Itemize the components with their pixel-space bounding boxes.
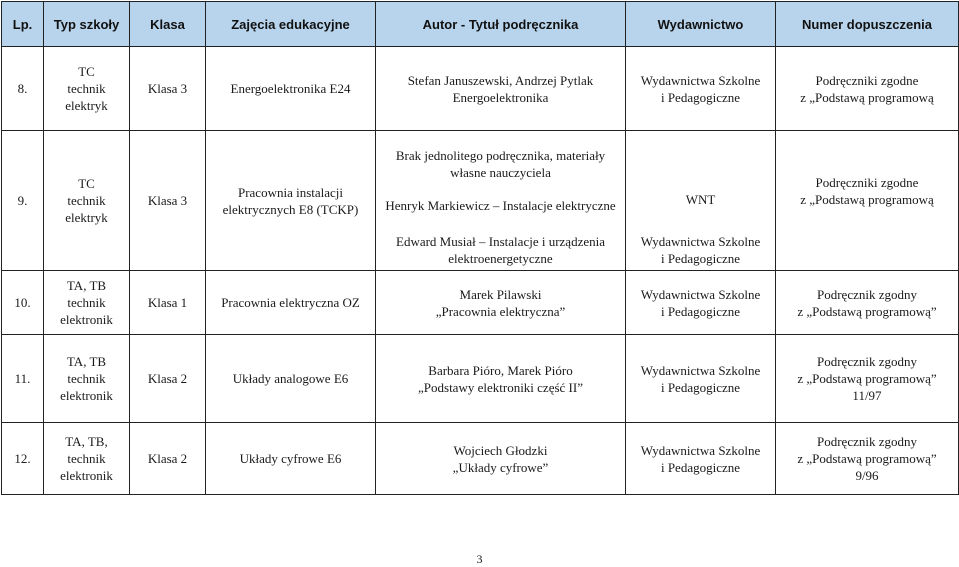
typ-line: TA, TB [66, 278, 107, 293]
numer-line: z „Podstawą programową” [797, 371, 937, 386]
typ-line: TA, TB [66, 354, 107, 369]
typ-line: technik [67, 193, 106, 208]
wydawnictwo-line: Wydawnictwa Szkolne [640, 234, 761, 250]
cell-lp: 9. [2, 131, 44, 271]
wydawnictwo-line: WNT [685, 192, 716, 208]
cell-numer [776, 335, 959, 423]
cell-klasa: Klasa 3 [130, 131, 206, 271]
numer-line: Podręcznik zgodny [816, 434, 917, 449]
cell-typ [44, 131, 130, 271]
cell-klasa: Klasa 1 [130, 271, 206, 335]
typ-line: elektronik [60, 388, 113, 403]
cell-autor [376, 271, 626, 335]
autor-line: Barbara Pióro, Marek Pióro [428, 362, 573, 378]
cell-zajecia [206, 335, 376, 423]
header-typ-szkoly: Typ szkoły [44, 2, 130, 47]
typ-line: elektryk [65, 210, 108, 225]
wydawnictwo-line: Wydawnictwa Szkolne [640, 442, 761, 458]
typ-line: technik [67, 451, 106, 466]
header-klasa: Klasa [130, 2, 206, 47]
table-row [2, 335, 959, 423]
cell-klasa: Klasa 2 [130, 335, 206, 423]
cell-numer [776, 271, 959, 335]
cell-autor [376, 231, 626, 271]
cell-zajecia [206, 131, 376, 271]
cell-numer [776, 131, 959, 271]
wydawnictwo-line: i Pedagogiczne [660, 89, 741, 105]
wydawnictwo-line: Wydawnictwa Szkolne [640, 286, 761, 302]
numer-line: Podręczniki zgodne [815, 175, 919, 190]
typ-line: technik [67, 371, 106, 386]
cell-autor [376, 335, 626, 423]
table-row [2, 131, 959, 231]
numer-line: 11/97 [852, 388, 882, 403]
autor-line: własne nauczyciela [450, 165, 551, 181]
textbook-table [1, 1, 959, 495]
cell-typ [44, 47, 130, 131]
typ-line: TC [78, 64, 95, 79]
autor-line: Wojciech Głodzki [453, 442, 548, 458]
autor-line: Energoelektronika [452, 89, 549, 105]
cell-klasa: Klasa 3 [130, 47, 206, 131]
zajecia-line: Układy cyfrowe E6 [239, 451, 342, 466]
wydawnictwo-line: Wydawnictwa Szkolne [640, 72, 761, 88]
numer-line: z „Podstawą programową” [797, 451, 937, 466]
cell-typ [44, 271, 130, 335]
autor-line: Marek Pilawski [459, 286, 542, 302]
zajecia-line: Układy analogowe E6 [232, 371, 349, 386]
cell-klasa: Klasa 2 [130, 423, 206, 495]
typ-line: TA, TB, [65, 434, 108, 449]
typ-line: technik [67, 295, 106, 310]
cell-zajecia [206, 47, 376, 131]
zajecia-line: elektrycznych E8 (TCKP) [222, 201, 359, 217]
cell-autor [376, 131, 626, 231]
cell-numer [776, 47, 959, 131]
table-row [2, 423, 959, 495]
cell-zajecia [206, 423, 376, 495]
cell-wydawnictwo [626, 47, 776, 131]
zajecia-line: Pracownia elektryczna OZ [221, 295, 360, 310]
numer-line: Podręcznik zgodny [816, 354, 917, 369]
zajecia-line: Energoelektronika E24 [230, 81, 351, 96]
page-number: 3 [476, 552, 483, 566]
numer-line: Podręcznik zgodny [816, 286, 917, 302]
typ-line: elektronik [60, 468, 113, 483]
wydawnictwo-line: i Pedagogiczne [660, 459, 741, 475]
typ-line: TC [78, 176, 95, 191]
wydawnictwo-line: i Pedagogiczne [660, 251, 741, 267]
cell-autor [376, 47, 626, 131]
autor-line: „Podstawy elektroniki część II” [418, 379, 583, 395]
header-autor: Autor - Tytuł podręcznika [376, 2, 626, 47]
cell-typ [44, 423, 130, 495]
autor-line: „Pracownia elektryczna” [435, 303, 566, 319]
table-row [2, 47, 959, 131]
cell-lp: 10. [2, 271, 44, 335]
autor-line: Edward Musiał – Instalacje i urządzenia [396, 234, 605, 250]
wydawnictwo-line: i Pedagogiczne [660, 303, 741, 319]
typ-line: elektronik [60, 312, 113, 327]
autor-line: „Układy cyfrowe” [452, 459, 549, 475]
cell-lp: 11. [2, 335, 44, 423]
autor-line: Brak jednolitego podręcznika, materiały [395, 148, 606, 164]
table-row [2, 271, 959, 335]
cell-wydawnictwo [626, 131, 776, 231]
autor-line: Stefan Januszewski, Andrzej Pytlak [407, 72, 594, 88]
typ-line: elektryk [65, 98, 108, 113]
wydawnictwo-line: i Pedagogiczne [660, 379, 741, 395]
cell-typ [44, 335, 130, 423]
numer-line: z „Podstawą programową” [797, 303, 937, 319]
cell-lp: 12. [2, 423, 44, 495]
cell-zajecia [206, 271, 376, 335]
zajecia-line: Pracownia instalacji [237, 184, 344, 200]
autor-line: elektroenergetyczne [448, 251, 553, 267]
header-row [2, 2, 959, 47]
header-zajecia: Zajęcia edukacyjne [206, 2, 376, 47]
typ-line: technik [67, 81, 106, 96]
cell-lp: 8. [2, 47, 44, 131]
numer-line: z „Podstawą programową [800, 192, 934, 207]
cell-numer [776, 423, 959, 495]
cell-wydawnictwo [626, 271, 776, 335]
cell-wydawnictwo [626, 423, 776, 495]
header-numer: Numer dopuszczenia [776, 2, 959, 47]
header-wydawnictwo: Wydawnictwo [626, 2, 776, 47]
header-lp: Lp. [2, 2, 44, 47]
cell-autor [376, 423, 626, 495]
numer-line: 9/96 [855, 468, 879, 483]
wydawnictwo-line: Wydawnictwa Szkolne [640, 362, 761, 378]
numer-line: z „Podstawą programową [800, 89, 934, 105]
cell-wydawnictwo [626, 335, 776, 423]
cell-wydawnictwo [626, 231, 776, 271]
numer-line: Podręczniki zgodne [815, 72, 919, 88]
autor-line: Henryk Markiewicz – Instalacje elektryczne [385, 198, 616, 214]
